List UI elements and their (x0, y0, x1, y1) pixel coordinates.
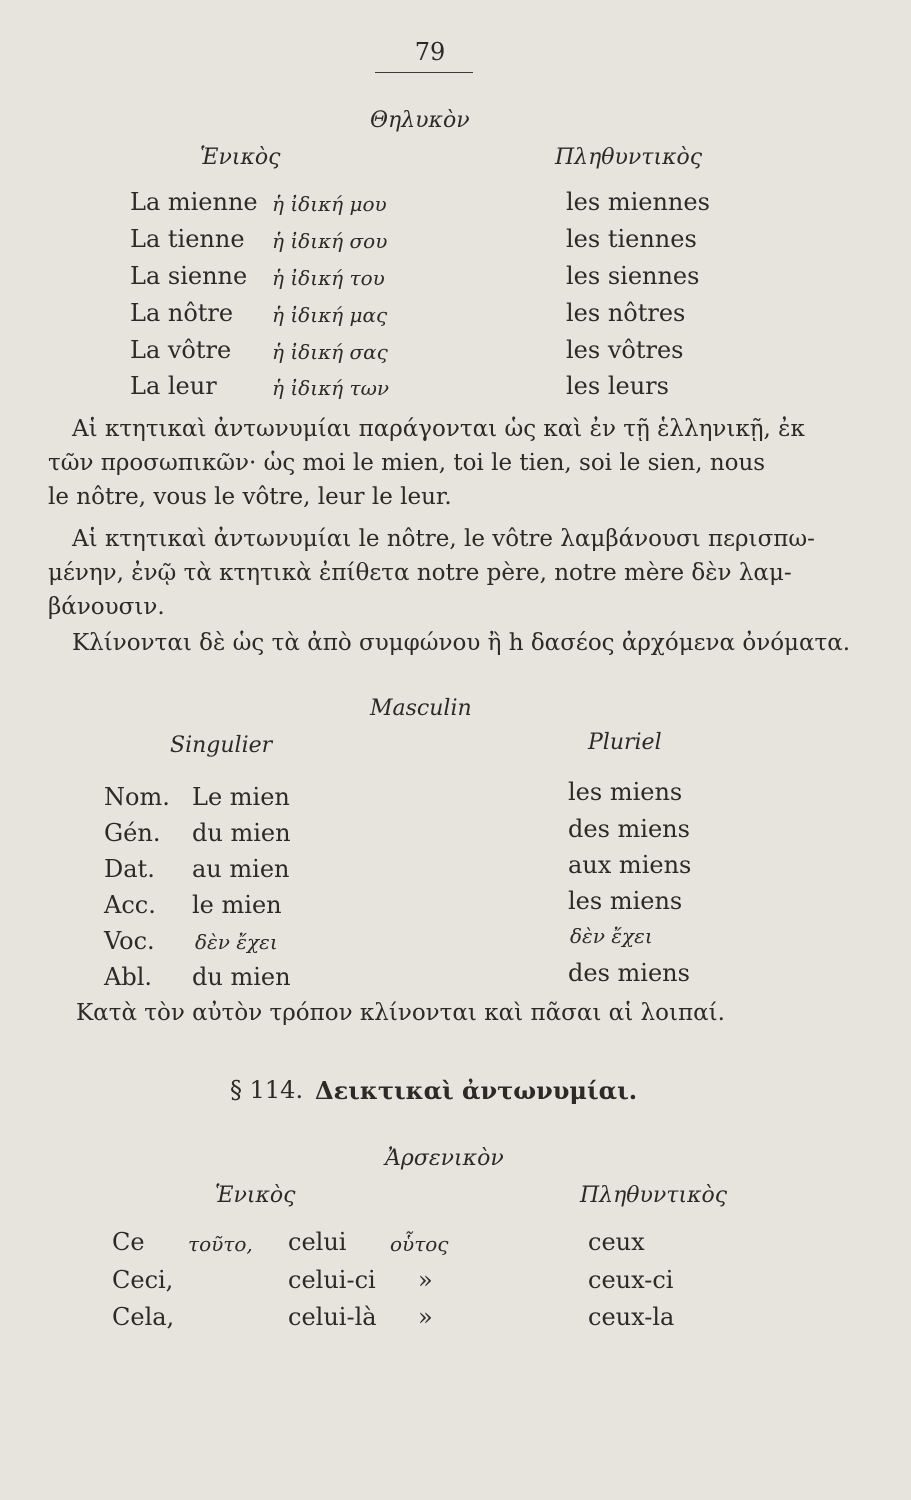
feminine-heading: Θηλυκὸν (370, 108, 470, 133)
paragraph-line: Αἱ κτητικαὶ ἀντωνυμίαι le nôtre, le vôtre λαμβάνουσι περισπω- (72, 526, 815, 552)
fem-greek: ἡ ἰδική σου (272, 229, 388, 253)
paragraph-line: τῶν προσωπικῶν· ὡς moi le mien, toi le tien, soi le sien, nous (48, 450, 766, 476)
demo-greek: τοῦτο, (188, 1232, 253, 1256)
demo-greek-pronoun: οὗτος (390, 1232, 449, 1256)
demo-ditto: » (418, 1303, 433, 1331)
case-label: Dat. (104, 855, 155, 883)
case-label: Voc. (104, 927, 155, 955)
paragraph-declension: Κλίνονται δὲ ὡς τὰ ἀπὸ συμφώνου ἢ h δασέος ἀρχόμενα ὀνόματα. (72, 630, 851, 656)
fem-greek: ἡ ἰδική μας (272, 303, 388, 327)
fem-greek: ἡ ἰδική των (272, 376, 390, 400)
fem-french: La sienne (130, 262, 248, 290)
masculine-singular-label: Singulier (170, 733, 273, 758)
feminine-plural-label: Πληθυντικὸς (555, 145, 703, 170)
demo-french: Ce (112, 1228, 145, 1256)
masc-singular: le mien (192, 891, 282, 919)
demonstrative-heading: Ἀρσενικὸν (385, 1146, 504, 1171)
fem-plural: les vôtres (566, 336, 684, 364)
fem-greek: ἡ ἰδική του (272, 266, 385, 290)
masc-singular: au mien (192, 855, 290, 883)
fem-greek: ἡ ἰδική μου (272, 192, 387, 216)
demo-french: Cela, (112, 1303, 175, 1331)
demo-plural: ceux (588, 1228, 645, 1256)
masc-plural: δὲν ἔχει (570, 924, 653, 948)
case-label: Gén. (104, 819, 161, 847)
case-label: Abl. (104, 963, 152, 991)
masculine-heading: Masculin (370, 696, 472, 721)
fem-plural: les tiennes (566, 225, 697, 253)
paragraph-line: βάνουσιν. (48, 594, 165, 620)
fem-french: La tienne (130, 225, 245, 253)
masc-plural: aux miens (568, 851, 692, 879)
demo-pronoun: celui (288, 1228, 347, 1256)
fem-plural: les miennes (566, 188, 710, 216)
demo-pronoun: celui-ci (288, 1266, 376, 1294)
fem-french: La mienne (130, 188, 258, 216)
case-label: Acc. (104, 891, 156, 919)
paragraph-line: μένην, ἐνῷ τὰ κτητικὰ ἐπίθετα notre père, notre mère δὲν λαμ- (48, 560, 792, 586)
paragraph-line: le nôtre, vous le vôtre, leur le leur. (48, 484, 452, 510)
demo-plural: ceux-la (588, 1303, 675, 1331)
masc-plural: les miens (568, 778, 683, 806)
masc-plural: des miens (568, 959, 690, 987)
paragraph-line: Αἱ κτητικαὶ ἀντωνυμίαι παράγονται ὡς καὶ ἐν τῇ ἑλληνικῇ, ἐκ (72, 416, 805, 442)
fem-greek: ἡ ἰδική σας (272, 340, 388, 364)
demonstrative-plural-label: Πληθυντικὸς (580, 1183, 728, 1208)
section-number: § 114. (230, 1076, 304, 1104)
demo-pronoun: celui-là (288, 1303, 377, 1331)
fem-french: La vôtre (130, 336, 232, 364)
masc-singular: Le mien (192, 783, 290, 811)
page-number: 79 (414, 38, 446, 66)
header-rule (375, 72, 473, 73)
section-title: Δεικτικαὶ ἀντωνυμίαι. (315, 1076, 638, 1105)
masculine-plural-label: Pluriel (588, 730, 662, 755)
masc-singular: δὲν ἔχει (195, 930, 278, 954)
fem-french: La leur (130, 372, 217, 400)
fem-french: La nôtre (130, 299, 234, 327)
demo-french: Ceci, (112, 1266, 174, 1294)
demonstrative-singular-label: Ἑνικὸς (215, 1183, 296, 1208)
fem-plural: les siennes (566, 262, 700, 290)
masc-plural: les miens (568, 887, 683, 915)
fem-plural: les nôtres (566, 299, 686, 327)
demo-plural: ceux-ci (588, 1266, 674, 1294)
masc-singular: du mien (192, 819, 291, 847)
feminine-singular-label: Ἑνικὸς (200, 145, 281, 170)
demo-ditto: » (418, 1266, 433, 1294)
fem-plural: les leurs (566, 372, 669, 400)
masc-plural: des miens (568, 815, 690, 843)
masc-singular: du mien (192, 963, 291, 991)
paragraph-others: Κατὰ τὸν αὐτὸν τρόπον κλίνονται καὶ πᾶσαι αἱ λοιπαί. (76, 1000, 725, 1026)
case-label: Nom. (104, 783, 170, 811)
